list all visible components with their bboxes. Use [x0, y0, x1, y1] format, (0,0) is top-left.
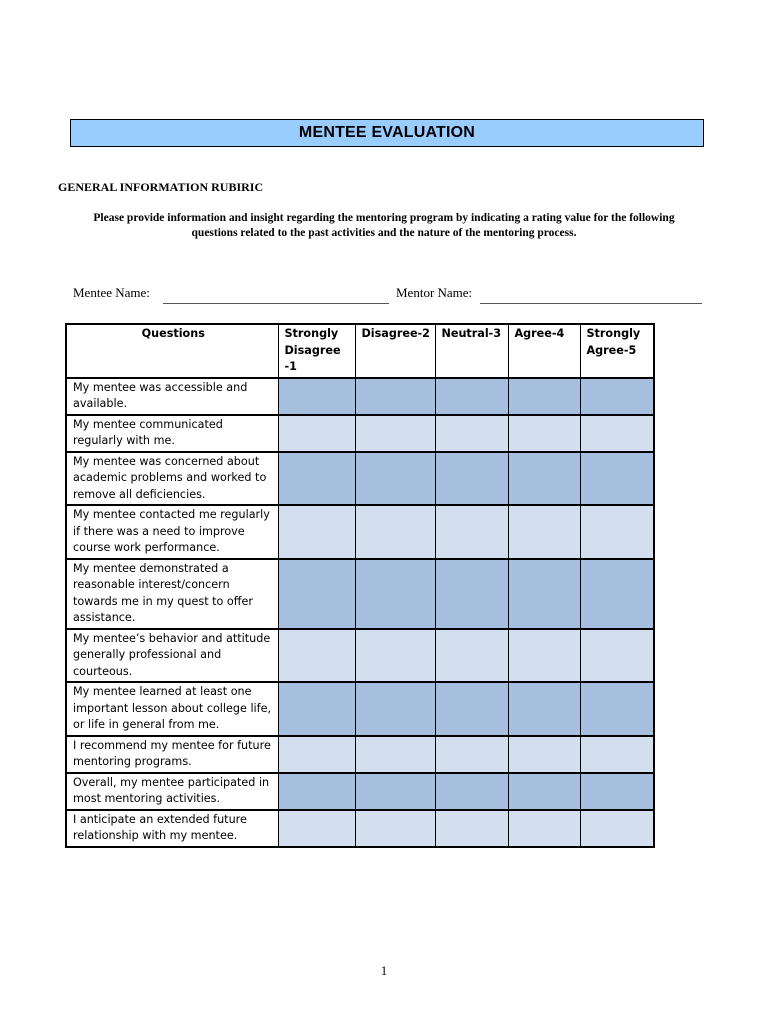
header-strongly-disagree: Strongly Disagree -1 — [278, 324, 355, 378]
rating-cell-5[interactable] — [580, 682, 654, 736]
question-cell: My mentee demonstrated a reasonable interest/concern towards me in my quest to offer assistance. — [66, 559, 278, 629]
table-row — [66, 736, 654, 773]
rating-cell-3[interactable] — [435, 452, 508, 506]
rating-cell-5[interactable] — [580, 773, 654, 810]
question-cell: My mentee communicated regularly with me. — [66, 415, 278, 452]
rating-cell-4[interactable] — [508, 559, 580, 629]
rating-cell-2[interactable] — [355, 682, 435, 736]
rating-cell-1[interactable] — [278, 415, 355, 452]
question-cell: I anticipate an extended future relationship with my mentee. — [66, 810, 278, 847]
rating-cell-3[interactable] — [435, 682, 508, 736]
rating-cell-4[interactable] — [508, 629, 580, 683]
rating-cell-2[interactable] — [355, 415, 435, 452]
rating-cell-5[interactable] — [580, 629, 654, 683]
page-number: 1 — [380, 963, 388, 978]
rating-cell-5[interactable] — [580, 378, 654, 415]
rating-cell-1[interactable] — [278, 736, 355, 773]
header-agree: Agree-4 — [508, 324, 580, 378]
rating-cell-3[interactable] — [435, 505, 508, 559]
table-row — [66, 810, 654, 847]
header-strongly-agree: Strongly Agree-5 — [580, 324, 654, 378]
rating-cell-2[interactable] — [355, 452, 435, 506]
table-row — [66, 378, 654, 415]
table-row — [66, 415, 654, 452]
evaluation-table — [65, 323, 655, 848]
rating-cell-5[interactable] — [580, 505, 654, 559]
mentor-name-field[interactable] — [480, 303, 702, 304]
header-questions: Questions — [66, 324, 278, 378]
intro-line-1: Please provide information and insight regarding the mentoring program by indicating a rating value for the following — [93, 212, 675, 224]
mentee-name-field[interactable] — [163, 303, 389, 304]
rating-cell-5[interactable] — [580, 736, 654, 773]
question-cell: Overall, my mentee participated in most mentoring activities. — [66, 773, 278, 810]
question-cell: My mentee was concerned about academic problems and worked to remove all deficiencies. — [66, 452, 278, 506]
question-cell: My mentee was accessible and available. — [66, 378, 278, 415]
rating-cell-2[interactable] — [355, 810, 435, 847]
rating-cell-1[interactable] — [278, 378, 355, 415]
rating-cell-5[interactable] — [580, 559, 654, 629]
rating-cell-2[interactable] — [355, 773, 435, 810]
rubric-heading: GENERAL INFORMATION RUBIRIC — [58, 180, 264, 194]
rating-cell-3[interactable] — [435, 378, 508, 415]
rating-cell-1[interactable] — [278, 629, 355, 683]
rating-cell-1[interactable] — [278, 505, 355, 559]
rating-cell-4[interactable] — [508, 682, 580, 736]
rating-cell-4[interactable] — [508, 452, 580, 506]
mentor-name-label: Mentor Name: — [396, 285, 473, 300]
rating-cell-4[interactable] — [508, 505, 580, 559]
rating-cell-2[interactable] — [355, 559, 435, 629]
rating-cell-3[interactable] — [435, 736, 508, 773]
rating-cell-4[interactable] — [508, 378, 580, 415]
rating-cell-2[interactable] — [355, 629, 435, 683]
rating-cell-4[interactable] — [508, 773, 580, 810]
rating-cell-4[interactable] — [508, 736, 580, 773]
question-cell: My mentee learned at least one important lesson about college life, or life in general from me. — [66, 682, 278, 736]
table-row — [66, 559, 654, 629]
table-row — [66, 773, 654, 810]
rating-cell-2[interactable] — [355, 736, 435, 773]
intro-line-2: questions related to the past activities and the nature of the mentoring process. — [191, 227, 577, 239]
rating-cell-5[interactable] — [580, 415, 654, 452]
table-row — [66, 682, 654, 736]
table-row — [66, 505, 654, 559]
rating-cell-4[interactable] — [508, 415, 580, 452]
rating-cell-3[interactable] — [435, 810, 508, 847]
rating-cell-1[interactable] — [278, 682, 355, 736]
rating-cell-1[interactable] — [278, 773, 355, 810]
header-neutral: Neutral-3 — [435, 324, 508, 378]
name-row — [73, 285, 713, 307]
question-cell: I recommend my mentee for future mentoring programs. — [66, 736, 278, 773]
rating-cell-3[interactable] — [435, 415, 508, 452]
header-disagree: Disagree-2 — [355, 324, 435, 378]
question-cell: My mentee’s behavior and attitude generally professional and courteous. — [66, 629, 278, 683]
page-title: MENTEE EVALUATION — [70, 119, 704, 147]
table-row — [66, 629, 654, 683]
rating-cell-2[interactable] — [355, 378, 435, 415]
rating-cell-2[interactable] — [355, 505, 435, 559]
question-cell: My mentee contacted me regularly if there was a need to improve course work performance. — [66, 505, 278, 559]
rating-cell-5[interactable] — [580, 452, 654, 506]
rating-cell-1[interactable] — [278, 810, 355, 847]
rating-cell-3[interactable] — [435, 559, 508, 629]
rating-cell-1[interactable] — [278, 559, 355, 629]
rating-cell-1[interactable] — [278, 452, 355, 506]
rating-cell-3[interactable] — [435, 773, 508, 810]
rating-cell-4[interactable] — [508, 810, 580, 847]
rating-cell-3[interactable] — [435, 629, 508, 683]
table-header-row — [66, 324, 654, 378]
rating-cell-5[interactable] — [580, 810, 654, 847]
mentee-name-label: Mentee Name: — [73, 285, 150, 300]
table-row — [66, 452, 654, 506]
intro-text — [62, 211, 706, 241]
